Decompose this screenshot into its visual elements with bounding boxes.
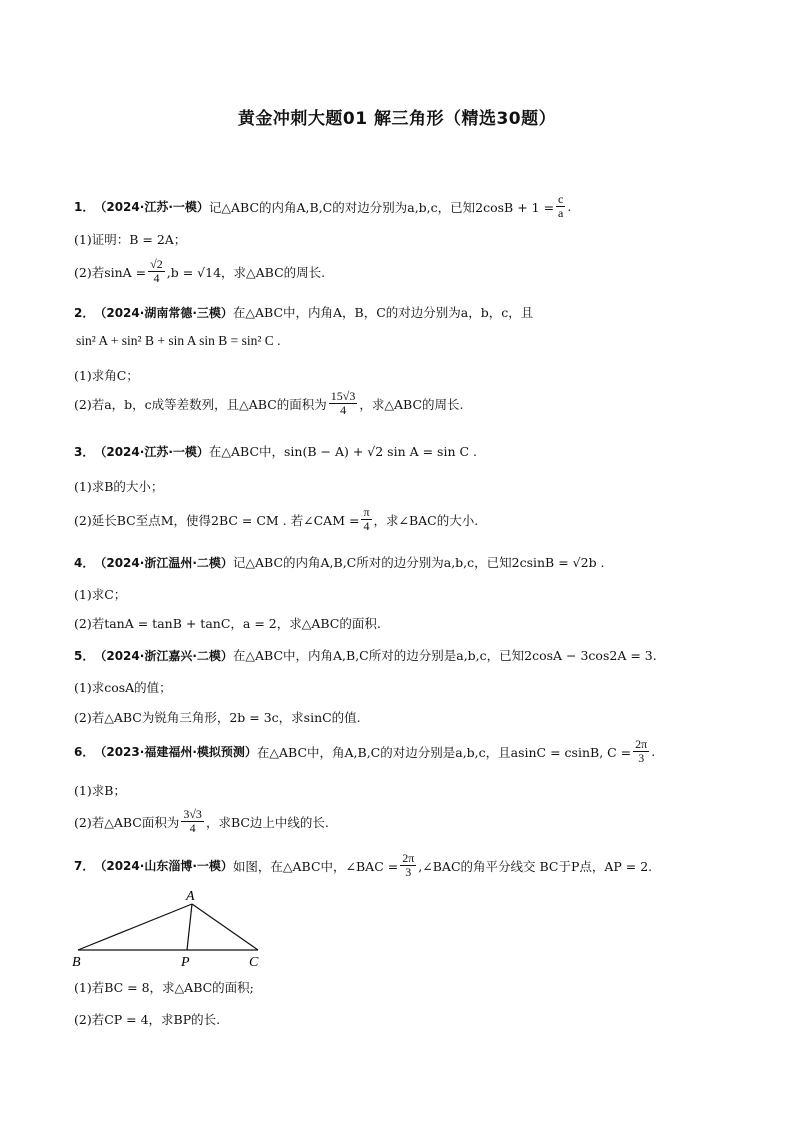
fraction	[329, 390, 358, 417]
problem-text: 在△ABC中，内角A,B,C所对的边分别是a,b,c，已知2cosA − 3cos2A = 3.	[232, 648, 657, 663]
problem-source: （2024·江苏·一模）	[94, 444, 209, 459]
problem-1-part-2	[74, 258, 325, 285]
part-text-end: ,b = √14，求△ABC的周长.	[166, 264, 326, 280]
denominator: 3	[405, 865, 412, 880]
problem-2-stem	[74, 303, 533, 321]
problem-7-part-2: (2)若CP = 4，求BP的长.	[74, 1012, 221, 1027]
numerator: 2π	[635, 737, 648, 751]
problem-5-part-2: (2)若△ABC为锐角三角形，2b = 3c，求sinC的值.	[74, 710, 361, 725]
problem-3-stem	[74, 442, 477, 460]
vertex-label-b: B	[72, 955, 81, 970]
part-text: (2)延长BC至点M，使得2BC = CM . 若∠CAM =	[74, 512, 360, 528]
problem-number: 1．	[74, 200, 95, 215]
fraction	[633, 738, 649, 765]
problem-number: 7．	[74, 859, 95, 874]
problem-number: 4．	[74, 555, 95, 570]
denominator: 4	[363, 519, 370, 534]
problem-5-stem	[74, 646, 657, 664]
problem-text: 记△ABC的内角A,B,C所对的边分别为a,b,c，已知2csinB = √2b .	[232, 555, 605, 570]
problem-3-part-1: (1)求B的大小；	[74, 479, 164, 494]
side-ac	[192, 904, 258, 950]
denominator: 4	[340, 403, 347, 418]
problem-text: 在△ABC中，内角A，B，C的对边分别为a，b，c，且	[232, 305, 534, 320]
fraction	[181, 808, 204, 835]
problem-text-cont: ,∠BAC的角平分线交 BC于P点，AP = 2.	[418, 858, 653, 874]
denominator: 4	[153, 271, 160, 286]
problem-number: 5．	[74, 648, 95, 663]
problem-source: （2024·浙江温州·二模）	[94, 555, 233, 570]
problem-4-part-1: (1)求C；	[74, 587, 127, 602]
problem-4-part-2: (2)若tanA = tanB + tanC，a = 2，求△ABC的面积.	[74, 616, 381, 631]
numerator: 2π	[402, 851, 415, 865]
numerator: 3√3	[183, 807, 202, 821]
problem-text: 在△ABC中，sin(B − A) + √2 sin A = sin C .	[208, 444, 478, 459]
problem-1-stem	[74, 193, 571, 220]
part-text: (2)若△ABC面积为	[74, 814, 180, 830]
problem-number: 6．	[74, 745, 95, 760]
problem-6-part-1: (1)求B；	[74, 783, 126, 798]
problem-text: 如图，在△ABC中，∠BAC =	[232, 858, 399, 874]
point-label-p: P	[181, 955, 190, 970]
segment-ap	[187, 904, 192, 950]
problem-source: （2024·山东淄博·一模）	[94, 859, 233, 874]
denominator: 4	[189, 821, 196, 836]
part-text: (2)若sinA =	[74, 264, 147, 280]
problem-4-stem	[74, 553, 605, 571]
part-text: (2)若a，b，c成等差数列，且△ABC的面积为	[74, 396, 327, 412]
vertex-label-c: C	[249, 955, 259, 970]
fraction	[556, 193, 565, 220]
numerator: π	[363, 505, 370, 519]
problem-6-stem	[74, 738, 655, 765]
fraction	[361, 506, 371, 533]
part-text-end: ，求BC边上中线的长.	[205, 814, 329, 830]
problem-2-part-2	[74, 390, 464, 417]
problem-7-stem	[74, 852, 652, 879]
numerator: 15√3	[330, 389, 356, 403]
page-title: 黄金冲刺大题01 解三角形（精选30题）	[237, 109, 557, 129]
part-text-end: ，求△ABC的周长.	[359, 396, 464, 412]
problem-7-part-1: (1)若BC = 8，求△ABC的面积;	[74, 980, 254, 995]
problem-source: （2023·福建福州·模拟预测）	[94, 745, 257, 760]
numerator: √2	[150, 257, 163, 271]
triangle-diagram	[68, 884, 278, 970]
problem-number: 2．	[74, 305, 95, 320]
side-ab	[78, 904, 192, 950]
problem-text: 记△ABC的内角A,B,C的对边分别为a,b,c，已知2cosB + 1 =	[208, 199, 555, 215]
denominator: a	[558, 206, 564, 221]
problem-1-part-1: (1)证明：B = 2A；	[74, 232, 187, 247]
denominator: 3	[638, 751, 645, 766]
problem-5-part-1: (1)求cosA的值；	[74, 680, 172, 695]
problem-3-part-2	[74, 506, 478, 533]
problem-2-equation: sin² A + sin² B + sin A sin B = sin² C .	[76, 333, 281, 348]
problem-2-part-1: (1)求角C；	[74, 368, 139, 383]
problem-text: 在△ABC中，角A,B,C的对边分别是a,b,c，且asinC = csinB, C =	[256, 744, 632, 760]
problem-source: （2024·浙江嘉兴·二模）	[94, 648, 233, 663]
problem-text-end: .	[651, 744, 656, 760]
problem-6-part-2	[74, 808, 329, 835]
problem-source: （2024·江苏·一模）	[94, 200, 209, 215]
fraction	[400, 852, 416, 879]
problem-source: （2024·湖南常德·三模）	[94, 305, 233, 320]
numerator: c	[558, 192, 564, 206]
part-text-end: ，求∠BAC的大小.	[373, 512, 479, 528]
fraction	[148, 258, 165, 285]
problem-text-end: .	[567, 199, 572, 215]
problem-number: 3．	[74, 444, 95, 459]
vertex-label-a: A	[186, 889, 195, 904]
